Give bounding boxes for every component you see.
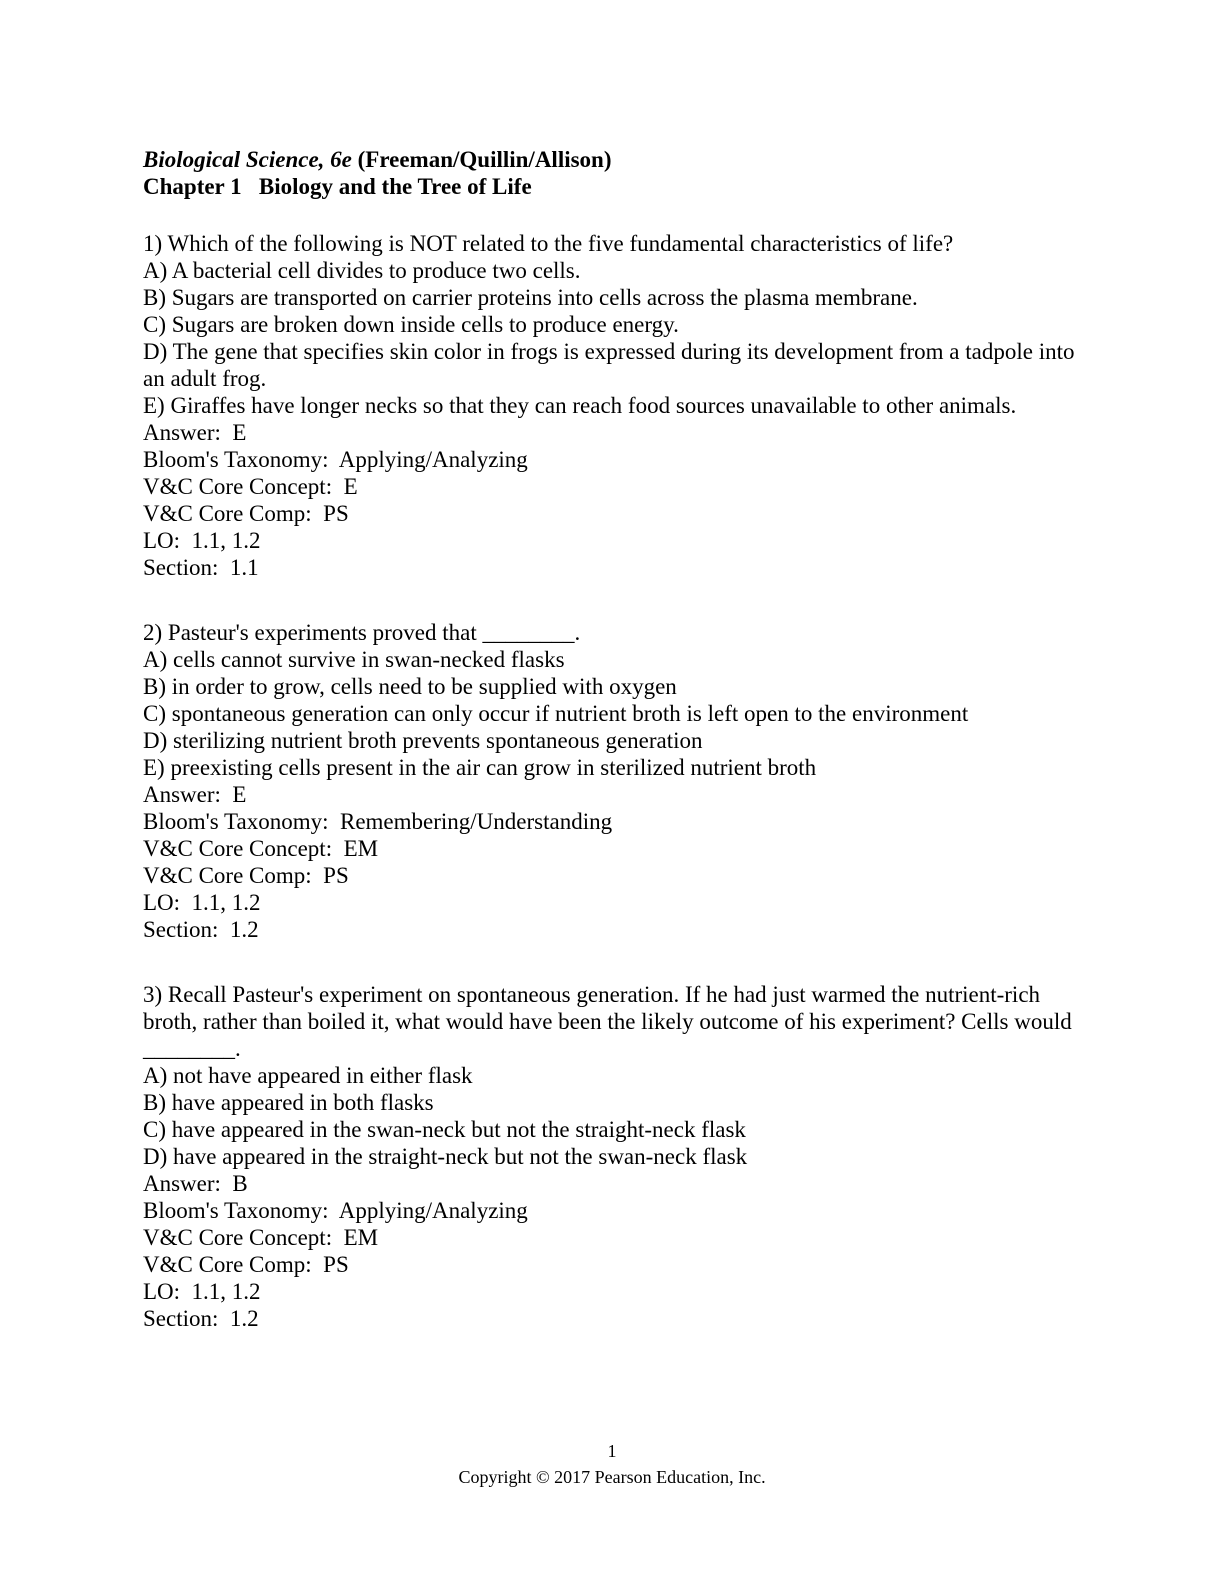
answer-option: A) cells cannot survive in swan-necked flasks xyxy=(143,647,565,672)
meta-section: Section: 1.1 xyxy=(143,555,259,580)
answer-option: E) preexisting cells present in the air can grow in sterilized nutrient broth xyxy=(143,755,817,780)
meta-answer: Answer: E xyxy=(143,420,247,445)
meta-core-comp: V&C Core Comp: PS xyxy=(143,1252,349,1277)
answer-option: D) The gene that specifies skin color in frogs is expressed during its development from a tadpole into an adult frog. xyxy=(143,339,1081,391)
answer-option: B) Sugars are transported on carrier proteins into cells across the plasma membrane. xyxy=(143,285,918,310)
meta-answer: Answer: B xyxy=(143,1171,248,1196)
answer-option: E) Giraffes have longer necks so that they can reach food sources unavailable to other animals. xyxy=(143,393,1017,418)
page-number: 1 xyxy=(607,1441,617,1461)
meta-blooms-taxonomy: Bloom's Taxonomy: Remembering/Understanding xyxy=(143,809,613,834)
question-1 xyxy=(143,230,1081,581)
answer-option: B) have appeared in both flasks xyxy=(143,1090,434,1115)
book-title: Biological Science, 6e xyxy=(143,147,352,172)
answer-option: B) in order to grow, cells need to be supplied with oxygen xyxy=(143,674,677,699)
page-footer xyxy=(0,1438,1224,1490)
question-stem: 3) Recall Pasteur's experiment on spontaneous generation. If he had just warmed the nutrient-rich broth, rather than boiled it, what would have been the likely outcome of his experiment? Cells would ________. xyxy=(143,982,1078,1061)
meta-learning-objective: LO: 1.1, 1.2 xyxy=(143,890,261,915)
book-title-line xyxy=(143,146,1081,173)
question-stem: 2) Pasteur's experiments proved that ________. xyxy=(143,620,581,645)
meta-core-comp: V&C Core Comp: PS xyxy=(143,501,349,526)
meta-learning-objective: LO: 1.1, 1.2 xyxy=(143,1279,261,1304)
question-3 xyxy=(143,981,1081,1332)
document-header xyxy=(143,146,1081,200)
answer-option: A) not have appeared in either flask xyxy=(143,1063,473,1088)
question-2 xyxy=(143,619,1081,943)
book-authors: (Freeman/Quillin/Allison) xyxy=(351,147,612,172)
answer-option: A) A bacterial cell divides to produce two cells. xyxy=(143,258,581,283)
meta-core-concept: V&C Core Concept: E xyxy=(143,474,358,499)
answer-option: C) have appeared in the swan-neck but not the straight-neck flask xyxy=(143,1117,746,1142)
chapter-heading: Chapter 1 Biology and the Tree of Life xyxy=(143,174,532,199)
meta-core-comp: V&C Core Comp: PS xyxy=(143,863,349,888)
meta-core-concept: V&C Core Concept: EM xyxy=(143,1225,379,1250)
meta-core-concept: V&C Core Concept: EM xyxy=(143,836,379,861)
meta-section: Section: 1.2 xyxy=(143,1306,259,1331)
answer-option: D) have appeared in the straight-neck but not the swan-neck flask xyxy=(143,1144,748,1169)
meta-blooms-taxonomy: Bloom's Taxonomy: Applying/Analyzing xyxy=(143,1198,528,1223)
answer-option: C) spontaneous generation can only occur if nutrient broth is left open to the environment xyxy=(143,701,969,726)
meta-section: Section: 1.2 xyxy=(143,917,259,942)
question-stem: 1) Which of the following is NOT related to the five fundamental characteristics of life? xyxy=(143,231,954,256)
answer-option: D) sterilizing nutrient broth prevents spontaneous generation xyxy=(143,728,703,753)
meta-learning-objective: LO: 1.1, 1.2 xyxy=(143,528,261,553)
copyright-notice: Copyright © 2017 Pearson Education, Inc. xyxy=(458,1467,766,1487)
meta-blooms-taxonomy: Bloom's Taxonomy: Applying/Analyzing xyxy=(143,447,528,472)
answer-option: C) Sugars are broken down inside cells to produce energy. xyxy=(143,312,679,337)
meta-answer: Answer: E xyxy=(143,782,247,807)
